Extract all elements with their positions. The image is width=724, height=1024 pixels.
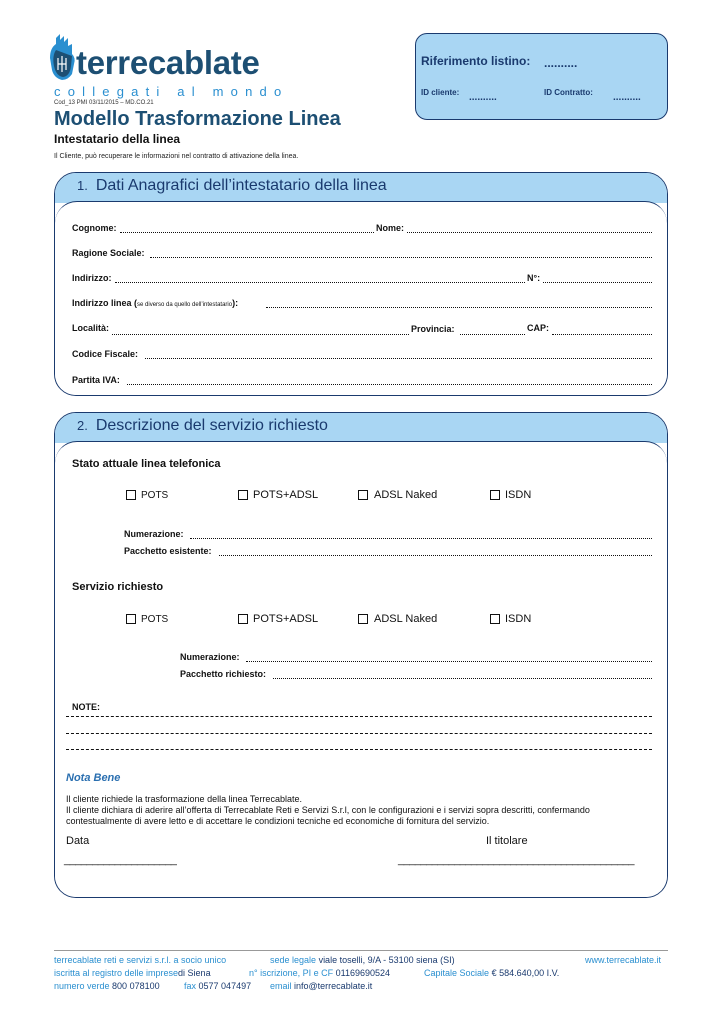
section-title bbox=[77, 417, 328, 435]
current-numerazione-label: Numerazione: bbox=[124, 529, 184, 539]
page-title: Modello Trasformazione Linea bbox=[54, 108, 341, 130]
current-numerazione-field[interactable] bbox=[190, 538, 652, 539]
current-adsl-naked-checkbox[interactable] bbox=[358, 490, 368, 500]
header-note: Il Cliente, può recuperare le informazioni nel contratto di attivazione della linea. bbox=[54, 153, 299, 160]
indirizzo-linea-label bbox=[72, 298, 238, 308]
nota-bene-heading: Nota Bene bbox=[66, 772, 121, 784]
requested-pots-checkbox[interactable] bbox=[126, 614, 136, 624]
note-label: NOTE: bbox=[72, 702, 100, 712]
terrecablate-logo-icon bbox=[50, 34, 76, 80]
data-signature-line[interactable]: ____________________ bbox=[64, 854, 177, 866]
footer-email-value[interactable]: info@terrecablate.it bbox=[294, 981, 373, 991]
current-pots-adsl-checkbox[interactable] bbox=[238, 490, 248, 500]
current-adsl-naked-label: ADSL Naked bbox=[374, 489, 438, 501]
requested-isdn-label: ISDN bbox=[505, 613, 532, 625]
numero-civico-label: N°: bbox=[527, 273, 541, 283]
partita-iva-label: Partita IVA: bbox=[72, 375, 120, 385]
current-isdn-checkbox[interactable] bbox=[490, 490, 500, 500]
indirizzo-linea-text: Indirizzo linea ( bbox=[72, 298, 138, 308]
pacchetto-richiesto-field[interactable] bbox=[273, 678, 652, 679]
nota-bene-line-3: contestualmente di avere letto e di accettare le condizioni tecniche ed economiche di fornitura del servizio. bbox=[66, 816, 490, 826]
footer-numero-verde bbox=[54, 981, 160, 991]
page-subtitle: Intestatario della linea bbox=[54, 132, 181, 146]
current-isdn-label: ISDN bbox=[505, 489, 532, 501]
footer-registro-value: di Siena bbox=[178, 968, 211, 978]
brand-tagline: collegati al mondo bbox=[54, 84, 289, 99]
indirizzo-linea-close: ): bbox=[232, 298, 239, 308]
cap-field[interactable] bbox=[552, 334, 652, 335]
indirizzo-field[interactable] bbox=[115, 282, 525, 283]
section-number: 1. bbox=[77, 178, 88, 193]
footer-website-wrap bbox=[585, 955, 661, 965]
footer-sede-value: viale toselli, 9/A - 53100 siena (SI) bbox=[318, 955, 455, 965]
section-body bbox=[55, 441, 667, 897]
note-line-3[interactable] bbox=[66, 749, 652, 750]
nome-field[interactable] bbox=[407, 232, 652, 233]
ragione-sociale-label: Ragione Sociale: bbox=[72, 248, 145, 258]
current-pots-checkbox[interactable] bbox=[126, 490, 136, 500]
nome-label: Nome: bbox=[376, 223, 405, 233]
indirizzo-linea-field[interactable] bbox=[266, 307, 652, 308]
provincia-label: Provincia: bbox=[411, 324, 455, 334]
codice-fiscale-label: Codice Fiscale: bbox=[72, 349, 139, 359]
footer-divider bbox=[54, 950, 668, 951]
id-cliente-field[interactable]: .......... bbox=[469, 92, 497, 103]
requested-pots-adsl-checkbox[interactable] bbox=[238, 614, 248, 624]
footer-numero-verde-value: 800 078100 bbox=[112, 981, 160, 991]
footer-capitale-label: Capitale Sociale bbox=[424, 968, 490, 978]
nota-bene-line-1: Il cliente richiede la trasformazione della linea Terrecablate. bbox=[66, 794, 302, 804]
requested-service-heading: Servizio richiesto bbox=[72, 581, 164, 593]
requested-numerazione-label: Numerazione: bbox=[180, 652, 240, 662]
requested-pots-label: POTS bbox=[141, 614, 169, 625]
footer-fax-value: 0577 047497 bbox=[198, 981, 252, 991]
pacchetto-esistente-label: Pacchetto esistente: bbox=[124, 546, 212, 556]
ragione-sociale-field[interactable] bbox=[150, 257, 652, 258]
footer-fax-label: fax bbox=[184, 981, 197, 991]
footer-iscrizione-label: n° iscrizione, PI e CF bbox=[249, 968, 334, 978]
section-title-text: Descrizione del servizio richiesto bbox=[95, 417, 328, 434]
cognome-field[interactable] bbox=[120, 232, 374, 233]
footer-capitale-value: € 584.640,00 I.V. bbox=[491, 968, 560, 978]
requested-pots-adsl-label: POTS+ADSL bbox=[253, 613, 319, 625]
footer-capitale bbox=[424, 968, 559, 978]
localita-label: Località: bbox=[72, 323, 110, 333]
cognome-label: Cognome: bbox=[72, 223, 117, 233]
requested-adsl-naked-checkbox[interactable] bbox=[358, 614, 368, 624]
cap-label: CAP: bbox=[527, 323, 549, 333]
section-number: 2. bbox=[77, 418, 88, 433]
footer-email-label: email bbox=[270, 981, 292, 991]
section-title-text: Dati Anagrafici dell’intestatario della linea bbox=[95, 177, 387, 194]
pacchetto-esistente-field[interactable] bbox=[219, 555, 652, 556]
indirizzo-label: Indirizzo: bbox=[72, 273, 112, 283]
footer-sede-label: sede legale bbox=[270, 955, 317, 965]
reference-listino-label: Riferimento listino: bbox=[421, 54, 531, 68]
indirizzo-linea-note: se diverso da quello dell’intestatario bbox=[137, 302, 233, 308]
footer-numero-verde-label: numero verde bbox=[54, 981, 110, 991]
footer-fax bbox=[184, 981, 251, 991]
requested-isdn-checkbox[interactable] bbox=[490, 614, 500, 624]
data-label: Data bbox=[66, 835, 90, 847]
provincia-field[interactable] bbox=[460, 334, 525, 335]
footer-email bbox=[270, 981, 372, 991]
reference-listino-field[interactable]: .......... bbox=[544, 56, 578, 70]
footer-row-1 bbox=[54, 955, 226, 965]
note-line-1[interactable] bbox=[66, 716, 652, 717]
brand-name: terrecablate bbox=[76, 44, 260, 81]
nota-bene-line-2: Il cliente dichiara di aderire all’offerta di Terrecablate Reti e Servizi S.r.l, con le configurazioni e i servizi sopra descritti, confermando bbox=[66, 805, 590, 815]
document-code: Cod_13 PMI 03/11/2015 – MD.CO.21 bbox=[54, 100, 154, 106]
current-pots-adsl-label: POTS+ADSL bbox=[253, 489, 319, 501]
note-line-2[interactable] bbox=[66, 733, 652, 734]
titolare-signature-line[interactable]: __________________________________________ bbox=[398, 854, 634, 866]
id-contratto-field[interactable]: .......... bbox=[613, 92, 641, 103]
current-line-heading: Stato attuale linea telefonica bbox=[72, 458, 221, 470]
pacchetto-richiesto-label: Pacchetto richiesto: bbox=[180, 669, 267, 679]
id-cliente-label: ID cliente: bbox=[421, 88, 460, 97]
section-title bbox=[77, 177, 387, 195]
numero-civico-field[interactable] bbox=[543, 282, 652, 283]
partita-iva-field[interactable] bbox=[127, 384, 652, 385]
reference-box bbox=[415, 33, 668, 120]
footer-sede bbox=[270, 955, 455, 965]
codice-fiscale-field[interactable] bbox=[145, 358, 652, 359]
requested-numerazione-field[interactable] bbox=[246, 661, 652, 662]
footer-registro-label: iscritta al registro delle imprese bbox=[54, 968, 179, 978]
footer-iscrizione bbox=[249, 968, 390, 978]
footer-registro bbox=[54, 968, 211, 978]
id-contratto-label: ID Contratto: bbox=[544, 88, 593, 97]
footer-company: terrecablate reti e servizi s.r.l. a socio unico bbox=[54, 955, 227, 965]
current-pots-label: POTS bbox=[141, 490, 169, 501]
footer-website-link[interactable]: www.terrecablate.it bbox=[585, 955, 662, 965]
localita-field[interactable] bbox=[112, 334, 409, 335]
section-anagrafica bbox=[54, 172, 668, 396]
requested-adsl-naked-label: ADSL Naked bbox=[374, 613, 438, 625]
footer-iscrizione-value: 01169690524 bbox=[335, 968, 391, 978]
titolare-label: Il titolare bbox=[486, 835, 528, 847]
